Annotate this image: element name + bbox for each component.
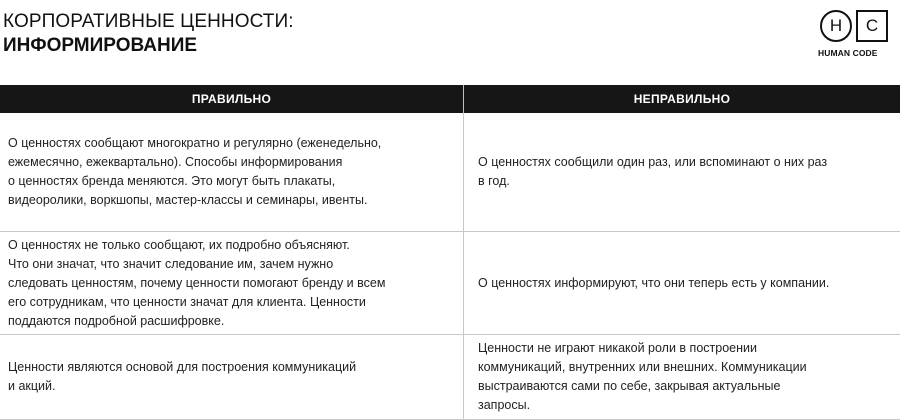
cell-correct xyxy=(0,335,464,419)
cell-text: О ценностях информируют, что они теперь есть у компании. xyxy=(478,275,830,290)
cell-incorrect xyxy=(464,335,900,419)
logo-c-square-icon: C xyxy=(856,10,888,42)
logo-marks xyxy=(820,10,900,42)
table-row xyxy=(0,335,900,420)
table-header xyxy=(0,85,900,113)
cell-text: О ценностях сообщают многократно и регулярно (еженедельно, ежемесячно, ежеквартально). Способы информирования о ценностях бренда меняются. Это могут быть плакаты, видеоролики, воркшопы, мастер-классы и семинары, ивенты. xyxy=(8,136,382,207)
cell-correct xyxy=(0,113,464,231)
title-line-2: ИНФОРМИРОВАНИЕ xyxy=(3,35,198,56)
title-line-1: КОРПОРАТИВНЫЕ ЦЕННОСТИ: xyxy=(3,11,294,32)
cell-text: Ценности не играют никакой роли в построении коммуникаций, внутренних или внешних. Коммуникации выстраиваются сами по себе, закрывая актуальные запросы. xyxy=(478,341,807,412)
logo-text: HUMAN CODE xyxy=(818,48,878,58)
table-row xyxy=(0,113,900,232)
logo-h-circle-icon: H xyxy=(820,10,852,42)
cell-correct xyxy=(0,232,464,334)
cell-text: Ценности являются основой для построения коммуникаций и акций. xyxy=(8,360,357,393)
cell-incorrect xyxy=(464,232,900,334)
cell-incorrect xyxy=(464,113,900,231)
values-table xyxy=(0,85,900,420)
header-correct: ПРАВИЛЬНО xyxy=(0,85,464,113)
cell-text: О ценностях сообщили один раз, или вспоминают о них раз в год. xyxy=(478,155,828,188)
cell-text: О ценностях не только сообщают, их подробно объясняют. Что они значат, что значит следование им, зачем нужно следовать ценностям, почему ценности помогают бренду и всем его сотрудникам, что ценности значат для клиента. Ценности поддаются подробной расшифровке. xyxy=(8,237,386,328)
page-title xyxy=(3,10,703,58)
table-row xyxy=(0,232,900,335)
header-incorrect: НЕПРАВИЛЬНО xyxy=(633,92,731,106)
human-code-logo xyxy=(818,10,900,62)
